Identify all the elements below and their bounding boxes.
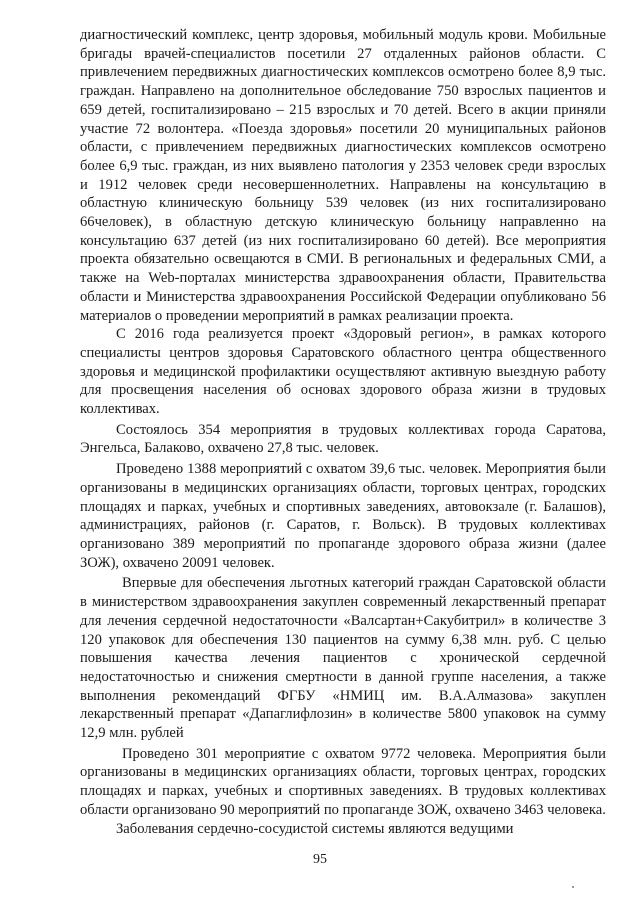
scan-speck	[572, 886, 574, 888]
paragraph-6: Проведено 301 мероприятие с охватом 9772 человека. Мероприятия были организованы в медицинских организациях области, торговых центрах, городских площадях и парках, учебных и спортивных заведениях. В трудовых коллективах области организовано 90 мероприятий по пропаганде ЗОЖ, охвачено 3463 человека.	[80, 745, 606, 818]
paragraph-4: Проведено 1388 мероприятий с охватом 39,6 тыс. человек. Мероприятия были организованы в медицинских организациях области, торговых центрах, городских площадях и парках, учебных и спортивных заведениях, автовокзале (г. Балашов), администрациях, районов (г. Саратов, г. Вольск). В трудовых коллективах организовано 389 мероприятий по пропаганде здорового образа жизни (далее ЗОЖ), охвачено 20091 человек.	[80, 461, 606, 571]
page-number: 95	[313, 852, 327, 867]
paragraph-1: диагностический комплекс, центр здоровья, мобильный модуль крови. Мобильные бригады врачей-специалистов посетили 27 отдаленных районов области. С привлечением передвижных диагностических комплексов осмотрено более 8,9 тыс. граждан. Направлено на дополнительное обследование 750 взрослых пациентов и 659 детей, госпитализировано – 215 взрослых и 70 детей. Всего в акции приняли участие 72 волонтера. «Поезда здоровья» посетили 20 муниципальных районов области, с привлечением передвижных диагностических комплексов осмотрено более 6,9 тыс. граждан, из них выявлено патология у 2353 человек среди взрослых и 1912 человек среди несовершеннолетних. Направлены на консультацию в областную клиническую больницу 539 человек (из них госпитализировано 66человек), в областную детскую клиническую больницу направленно на консультацию 637 детей (из них госпитализировано 60 детей). Все мероприятия проекта обязательно освещаются в СМИ. В региональных и федеральных СМИ, а также на Web-порталах министерства здравоохранения области, Правительства области и Министерства здравоохранения Российской Федерации опубликовано 56 материалов о проведении мероприятий в рамках реализации проекта.	[80, 27, 606, 324]
paragraph-2: С 2016 года реализуется проект «Здоровый регион», в рамках которого специалисты центров здоровья Саратовского областного центра общественного здоровья и медицинской профилактики осуществляют активную выездную работу для просвещения населения об основах здорового образа жизни в трудовых коллективах.	[80, 326, 606, 418]
paragraph-5: Впервые для обеспечения льготных категорий граждан Саратовской области в министерством здравоохранения закуплен современный лекарственный препарат для лечения сердечной недостаточности «Валсартан+Сакубитрил» в количестве 3 120 упаковок для обеспечения 130 пациентов на сумму 6,38 млн. руб. С целью повышения качества лечения пациентов с хронической сердечной недостаточностью и снижения смертности в данной группе населения, а также выполнения рекомендаций ФГБУ «НМИЦ им. В.А.Алмазова» закуплен лекарственный препарат «Дапаглифлозин» в количестве 5800 упаковок на сумму 12,9 млн. рублей	[80, 575, 606, 742]
document-body	[80, 26, 606, 838]
paragraph-7: Заболевания сердечно-сосудистой системы являются ведущими	[116, 820, 514, 837]
paragraph-3: Состоялось 354 мероприятия в трудовых коллективах города Саратова, Энгельса, Балаково, охвачено 27,8 тыс. человек.	[80, 421, 606, 457]
